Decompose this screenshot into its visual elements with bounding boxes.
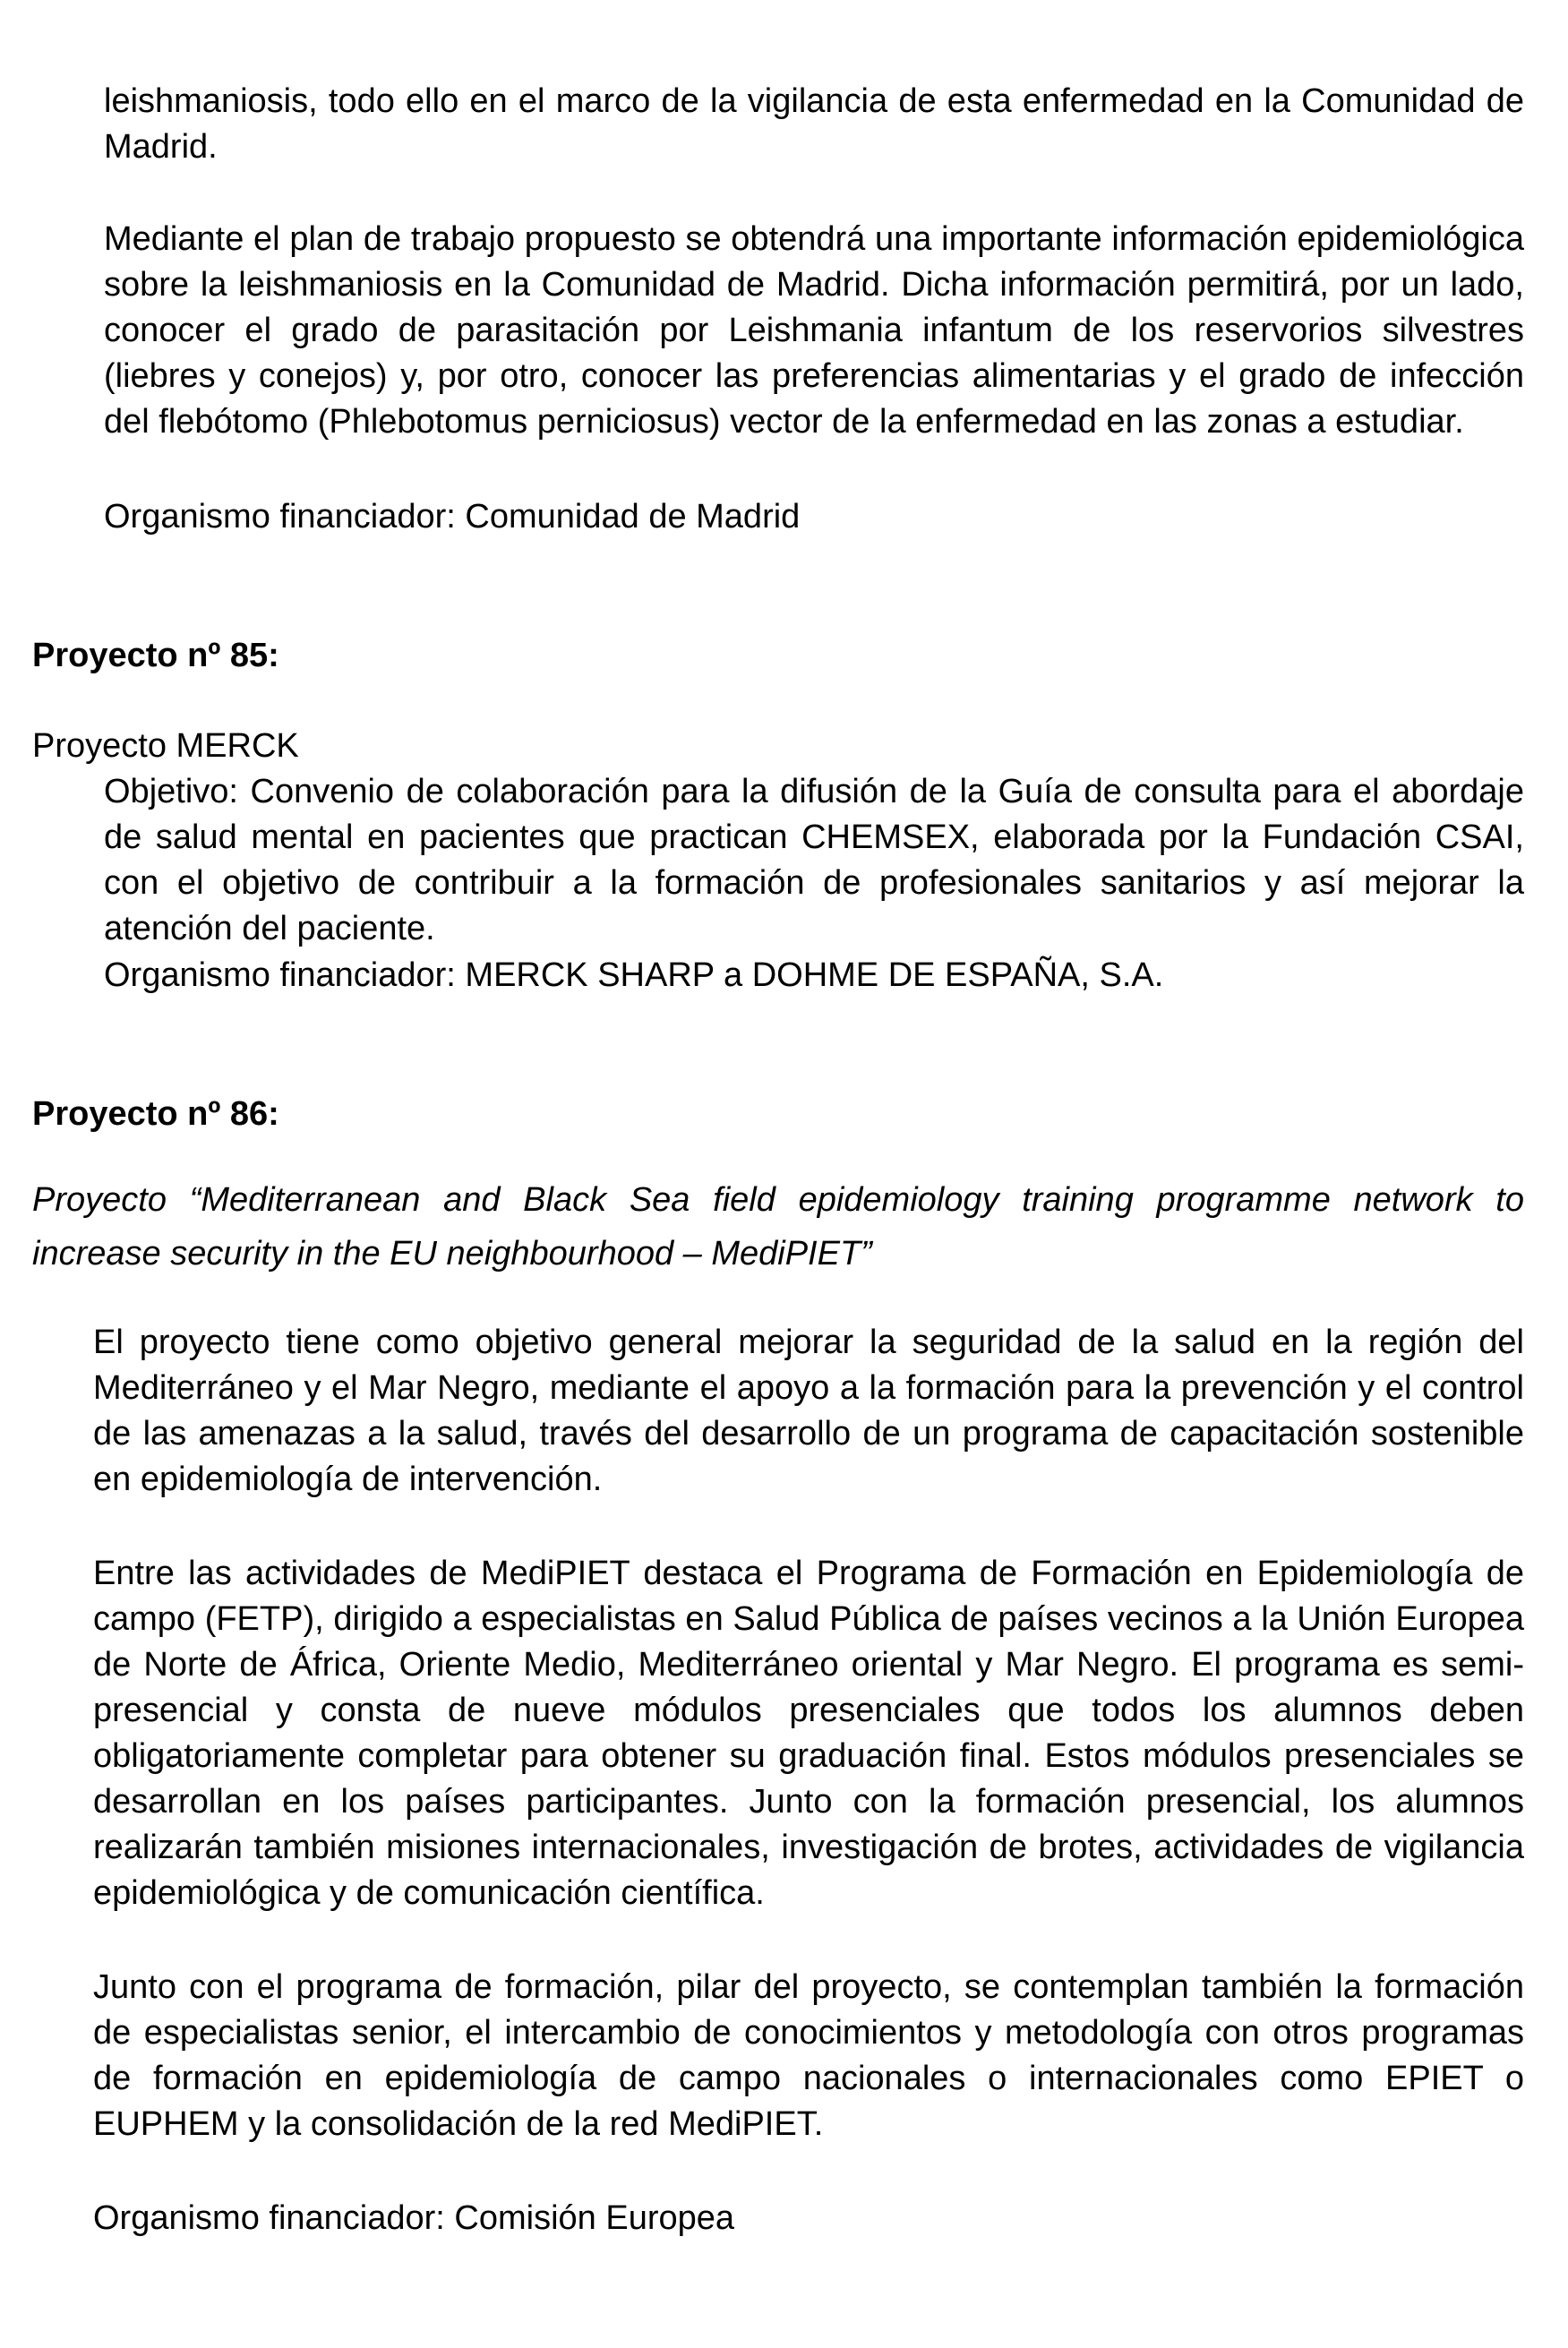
project-86-paragraph-3: Junto con el programa de formación, pilar del proyecto, se contemplan también la formación de especialistas senior, el intercambio de conocimientos y metodología con otros programas de formación en epidemiología de campo nacionales o internacionales como EPIET o EUPHEM y la consolidación de la red MediPIET.	[93, 1968, 1524, 2143]
project-85-objective: Objetivo: Convenio de colaboración para la difusión de la Guía de consulta para el abordaje de salud mental en pacientes que practican CHEMSEX, elaborada por la Fundación CSAI, con el objetivo de contribuir a la formación de profesionales sanitarios y así mejorar la atención del paciente.	[104, 773, 1524, 947]
intro-paragraph: Mediante el plan de trabajo propuesto se obtendrá una importante información epidemiológica sobre la leishmaniosis en la Comunidad de Madrid. Dicha información permitirá, por un lado, conocer el grado de parasitación por Leishmania infantum de los reservorios silvestres (liebres y conejos) y, por otro, conocer las preferencias alimentarias y el grado de infección del flebótomo (Phlebotomus perniciosus) vector de la enfermedad en las zonas a estudiar.	[104, 220, 1524, 441]
project-86-paragraph-2: Entre las actividades de MediPIET destaca el Programa de Formación en Epidemiología de campo (FETP), dirigido a especialistas en Salud Pública de países vecinos a la Unión Europea de Norte de África, Oriente Medio, Mediterráneo oriental y Mar Negro. El programa es semi-presencial y consta de nueve módulos presenciales que todos los alumnos deben obligatoriamente completar para obtener su graduación final. Estos módulos presenciales se desarrollan en los países participantes. Junto con la formación presencial, los alumnos realizarán también misiones internacionales, investigación de brotes, actividades de vigilancia epidemiológica y de comunicación científica.	[93, 1555, 1524, 1912]
project-86-funder: Organismo financiador: Comisión Europea	[93, 2199, 735, 2237]
project-86-title: Proyecto “Mediterranean and Black Sea field epidemiology training programme network to increase security in the EU neighbourhood – MediPIET”	[32, 1181, 1524, 1273]
project-85-funder: Organismo financiador: MERCK SHARP a DOHME DE ESPAÑA, S.A.	[104, 956, 1164, 994]
intro-funder: Organismo financiador: Comunidad de Madrid	[104, 498, 801, 536]
project-85-title: Proyecto MERCK	[32, 727, 299, 765]
project-86-paragraph-1: El proyecto tiene como objetivo general mejorar la seguridad de la salud en la región del Mediterráneo y el Mar Negro, mediante el apoyo a la formación para la prevención y el control de las amenazas a la salud, través del desarrollo de un programa de capacitación sostenible en epidemiología de intervención.	[93, 1324, 1524, 1498]
intro-continuation: leishmaniosis, todo ello en el marco de la vigilancia de esta enfermedad en la Comunidad de Madrid.	[104, 82, 1524, 166]
project-85-heading: Proyecto nº 85:	[32, 637, 279, 674]
project-86-heading: Proyecto nº 86:	[32, 1095, 279, 1133]
